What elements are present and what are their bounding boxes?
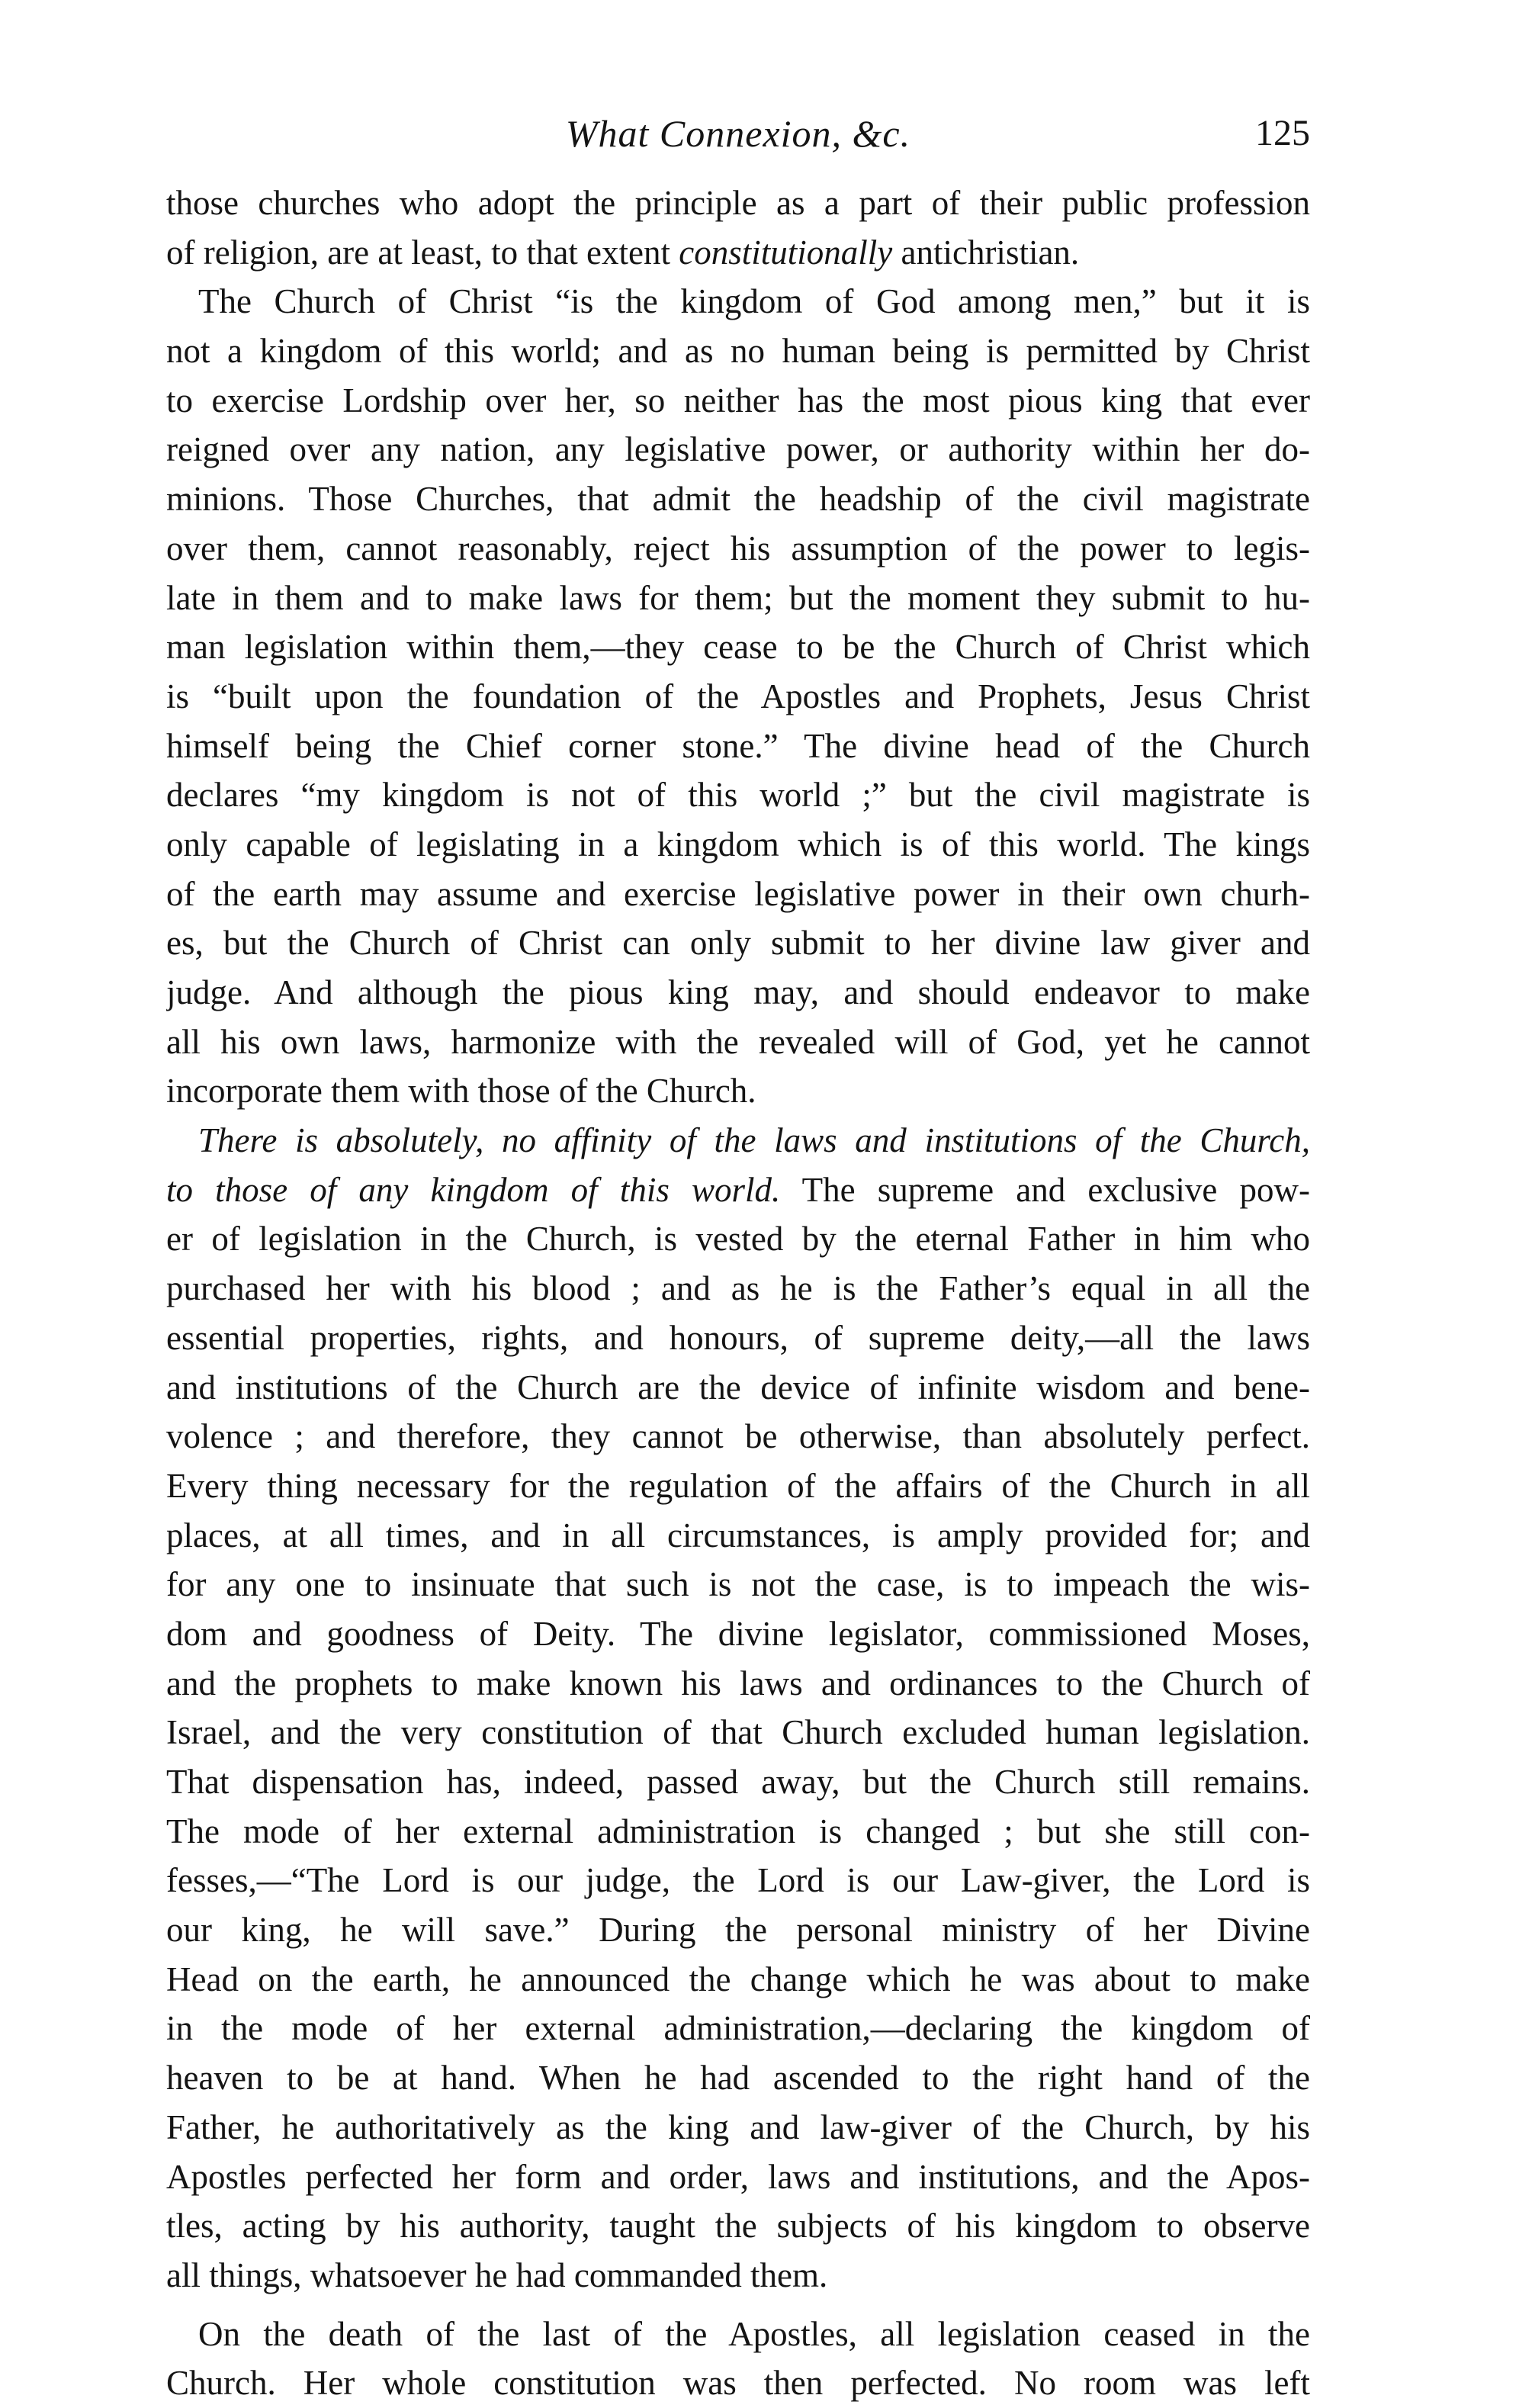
text-line: er of legislation in the Church, is vested by the eternal Father in him who [166, 1220, 1310, 1259]
paragraph [166, 277, 1310, 1116]
text-line: volence ; and therefore, they cannot be otherwise, than absolutely perfect. [166, 1417, 1310, 1456]
text-line: places, at all times, and in all circumstances, is amply provided for; and [166, 1516, 1310, 1554]
text-line: Every thing necessary for the regulation of the affairs of the Church in all [166, 1466, 1310, 1505]
text-line: Apostles perfected her form and order, laws and institutions, and the Apos- [166, 2157, 1310, 2196]
text-line [166, 228, 1310, 278]
text-line: Israel, and the very constitution of that Church excluded human legislation. [166, 1713, 1310, 1752]
text-line: is “built upon the foundation of the Apostles and Prophets, Jesus Christ [166, 677, 1310, 715]
text-line: The Church of Christ “is the kingdom of God among men,” but it is [198, 282, 1310, 321]
text-line: essential properties, rights, and honours, of supreme deity,—all the laws [166, 1318, 1310, 1357]
text-line: The mode of her external administration is changed ; but she still con- [166, 1812, 1310, 1850]
text-line: tles, acting by his authority, taught the subjects of his kingdom to observe [166, 2207, 1310, 2246]
text-line: declares “my kingdom is not of this world ;” but the civil magistrate is [166, 776, 1310, 815]
paragraph [166, 1116, 1310, 2300]
text-line: heaven to be at hand. When he had ascended to the right hand of the [166, 2059, 1310, 2098]
text-line: minions. Those Churches, that admit the headship of the civil magistrate [166, 480, 1310, 519]
page-body [166, 178, 1310, 2408]
italic-text: to those of any kingdom of this world. [166, 1170, 781, 1209]
text-line: late in them and to make laws for them; but the moment they submit to hu- [166, 578, 1310, 617]
text-line: fesses,—“The Lord is our judge, the Lord is our Law-giver, the Lord is [166, 1861, 1310, 1900]
text-line: over them, cannot reasonably, reject his assumption of the power to legis- [166, 529, 1310, 567]
text-line: and institutions of the Church are the device of infinite wisdom and bene- [166, 1368, 1310, 1407]
page-header [166, 107, 1310, 168]
text-line: judge. And although the pious king may, and should endeavor to make [166, 973, 1310, 1011]
text-line: es, but the Church of Christ can only submit to her divine law giver and [166, 924, 1310, 963]
text-line: Father, he authoritatively as the king and law-giver of the Church, by his [166, 2107, 1310, 2146]
paragraph-gap [166, 2300, 1310, 2310]
italic-text: constitutionally [679, 233, 893, 272]
text-line: those churches who adopt the principle as a part of their public profession [166, 184, 1310, 222]
text-line: all his own laws, harmonize with the revealed will of God, yet he cannot [166, 1022, 1310, 1061]
text-line: Head on the earth, he announced the change which he was about to make [166, 1960, 1310, 1998]
text-line: our king, he will save.” During the personal ministry of her Divine [166, 1911, 1310, 1950]
text-line: in the mode of her external administration,—declaring the kingdom of [166, 2009, 1310, 2048]
text-line: purchased her with his blood ; and as he is the Father’s equal in all the [166, 1269, 1310, 1308]
text-line: for any one to insinuate that such is not the case, is to impeach the wis- [166, 1565, 1310, 1604]
text-line: dom and goodness of Deity. The divine legislator, commissioned Moses, [166, 1614, 1310, 1653]
paragraph [166, 2310, 1310, 2408]
text-segment: of religion, are at least, to that extent [166, 233, 679, 272]
text-line: reigned over any nation, any legislative power, or authority within her do- [166, 430, 1310, 469]
text-line-italic: There is absolutely, no affinity of the laws and institutions of the Church, [198, 1121, 1310, 1160]
text-line: to exercise Lordship over her, so neither has the most pious king that ever [166, 381, 1310, 420]
text-line: incorporate them with those of the Church. [166, 1072, 756, 1111]
page-number: 125 [1255, 113, 1310, 153]
text-line: That dispensation has, indeed, passed away, but the Church still remains. [166, 1763, 1310, 1801]
text-line: man legislation within them,—they cease to be the Church of Christ which [166, 628, 1310, 667]
text-line: not a kingdom of this world; and as no human being is permitted by Christ [166, 332, 1310, 371]
text-segment: The supreme and exclusive pow- [780, 1170, 1310, 1209]
text-segment: antichristian. [892, 233, 1080, 272]
text-line: only capable of legislating in a kingdom which is of this world. The kings [166, 825, 1310, 863]
text-line: himself being the Chief corner stone.” The divine head of the Church [166, 726, 1310, 765]
text-line: and the prophets to make known his laws and ordinances to the Church of [166, 1664, 1310, 1702]
text-line: all things, whatsoever he had commanded them. [166, 2255, 828, 2294]
text-line: On the death of the last of the Apostles, all legislation ceased in the [198, 2314, 1310, 2353]
paragraph [166, 178, 1310, 277]
text-line: Church. Her whole constitution was then perfected. No room was left [166, 2364, 1310, 2403]
text-line [166, 1165, 1310, 1215]
running-title: What Connexion, &c. [565, 112, 911, 155]
text-line: of the earth may assume and exercise legislative power in their own churh- [166, 874, 1310, 913]
